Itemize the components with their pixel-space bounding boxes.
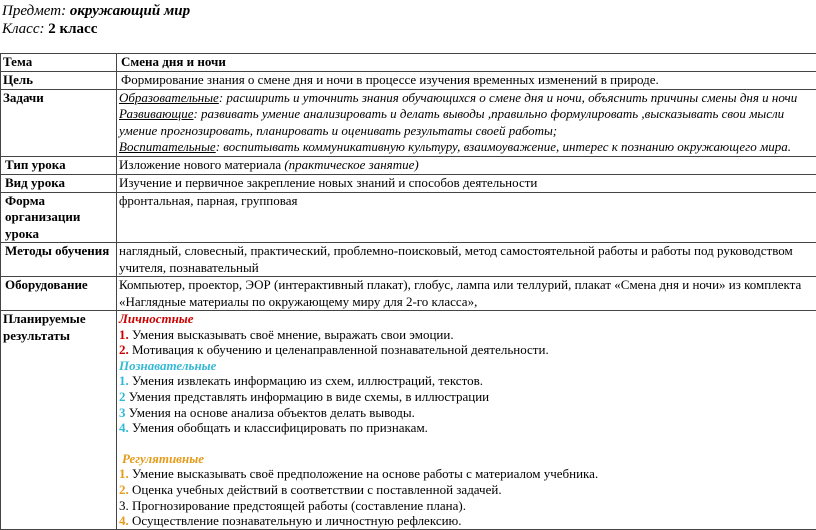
- task-developing: Развивающие: развивать умение анализировать и делать выводы ,правильно формулировать ,высказывать свои мысли: [119, 106, 816, 123]
- topic-value: Смена дня и ночи: [117, 54, 816, 72]
- regulative-title: Регулятивные: [119, 451, 816, 467]
- personal-title: Личностные: [119, 311, 816, 327]
- list-item: 1. Умения извлекать информацию из схем, иллюстраций, текстов.: [119, 373, 816, 389]
- list-item: 3. Прогнозирование предстоящей работы (составление плана).: [119, 498, 816, 514]
- form-value: фронтальная, парная, групповая: [117, 192, 816, 243]
- form-label: Форма организации урока: [1, 192, 117, 243]
- class-line: [2, 20, 97, 38]
- goal-label: Цель: [1, 71, 117, 89]
- tasks-value: [117, 89, 816, 156]
- row-lesson-type: [1, 156, 816, 174]
- topic-label: Тема: [1, 54, 117, 72]
- list-item: 2 Умения представлять информацию в виде схемы, в иллюстрации: [119, 389, 816, 405]
- subject-line: [2, 2, 190, 20]
- list-item: 4. Осуществление познавательную и личностную рефлексию.: [119, 513, 816, 529]
- row-methods: [1, 243, 816, 277]
- results-label: Планируемые результаты: [1, 311, 117, 530]
- equipment-value: Компьютер, проектор, ЭОР (интерактивный плакат), глобус, лампа или теллурий, плакат «Смена дня и ночи» из комплекта «Наглядные материалы по окружающему миру для 2-го класса»,: [117, 277, 816, 311]
- row-goal: [1, 71, 816, 89]
- methods-label: Методы обучения: [1, 243, 117, 277]
- lesson-type-label: Тип урока: [1, 156, 117, 174]
- task-developing-cont: умение прогнозировать, планировать и оценивать результаты своей работы;: [119, 123, 816, 140]
- goal-value: Формирование знания о смене дня и ночи в процессе изучения временных изменений в природе.: [117, 71, 816, 89]
- list-item: 4. Умения обобщать и классифицировать по признакам.: [119, 420, 816, 436]
- list-item: 1. Умение высказывать своё предположение на основе работы с материалом учебника.: [119, 466, 816, 482]
- subject-value: окружающий мир: [70, 3, 190, 19]
- list-item: 1. Умения высказывать своё мнение, выражать свои эмоции.: [119, 327, 816, 343]
- class-value: 2 класс: [48, 21, 97, 37]
- lesson-kind-value: Изучение и первичное закрепление новых знаний и способов деятельности: [117, 174, 816, 192]
- lesson-kind-label: Вид урока: [1, 174, 117, 192]
- lesson-type-value: Изложение нового материала (практическое занятие): [117, 156, 816, 174]
- row-lesson-kind: [1, 174, 816, 192]
- list-item: 2. Оценка учебных действий в соответствии с поставленной задачей.: [119, 482, 816, 498]
- list-item: 3 Умения на основе анализа объектов делать выводы.: [119, 405, 816, 421]
- list-item: 2. Мотивация к обучению и целенаправленной познавательной деятельности.: [119, 342, 816, 358]
- row-form: [1, 192, 816, 243]
- row-equipment: [1, 277, 816, 311]
- tasks-label: Задачи: [1, 89, 117, 156]
- equipment-label: Оборудование: [1, 277, 117, 311]
- row-results: [1, 311, 816, 530]
- lesson-plan-table: [0, 53, 816, 530]
- row-topic: [1, 54, 816, 72]
- row-tasks: [1, 89, 816, 156]
- results-value: [117, 311, 816, 530]
- task-upbringing: Воспитательные: воспитывать коммуникативную культуру, взаимоуважение, интерес к познанию окружающего мира.: [119, 139, 816, 156]
- methods-value: наглядный, словесный, практический, проблемно-поисковый, метод самостоятельной работы и работы под руководством учителя, познавательный: [117, 243, 816, 277]
- subject-label: Предмет:: [2, 3, 66, 19]
- class-label: Класс:: [2, 21, 45, 37]
- task-educational: Образовательные: расширить и уточнить знания обучающихся о смене дня и ночи, объяснить причины смены дня и ночи: [119, 90, 816, 107]
- cognitive-title: Познавательные: [119, 358, 816, 374]
